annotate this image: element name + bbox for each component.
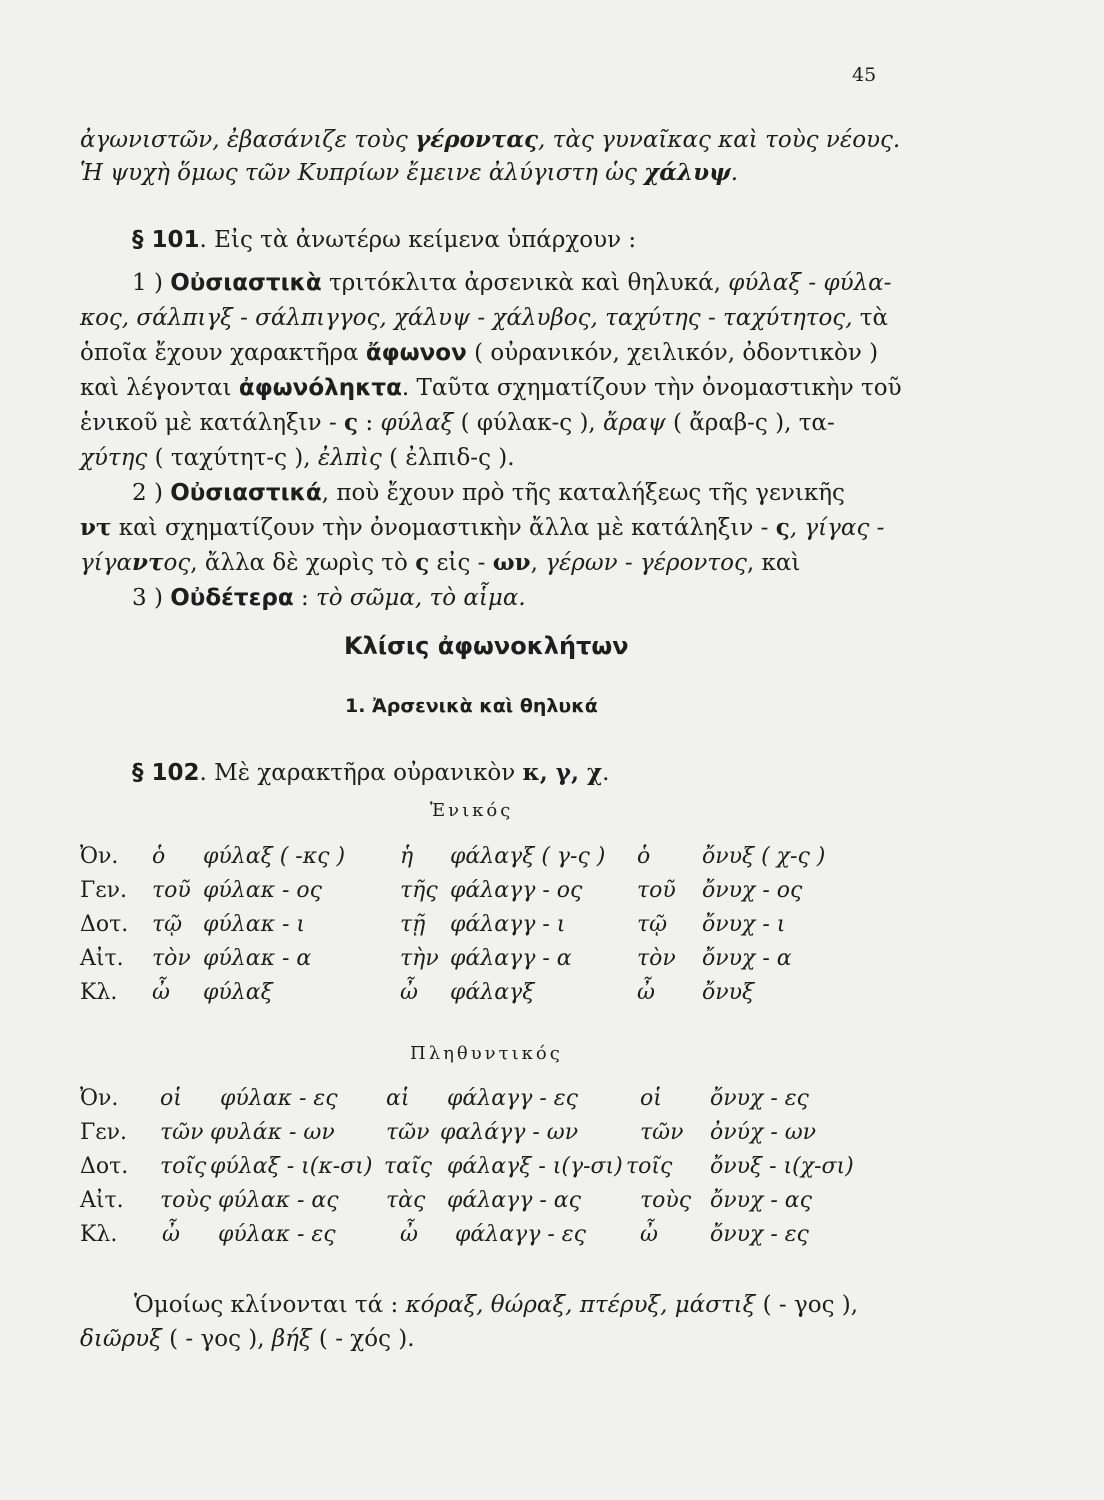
article: τοῦ xyxy=(637,878,676,903)
text-span: καὶ σχηματίζουν τὴν ὀνομαστικὴν ἄλλα μὲ κατάληξιν - xyxy=(111,515,776,541)
section-number: § 101 xyxy=(132,227,200,253)
noun-form: ὄνυξ - ι(χ-σι) xyxy=(710,1154,854,1179)
bold-term: ς xyxy=(415,549,430,576)
article: οἱ xyxy=(640,1086,662,1111)
section-title: Κλίσις ἀφωνοκλήτων xyxy=(344,632,629,660)
noun-form: ὄνυχ - ες xyxy=(710,1086,809,1111)
text-span: ( - γος ), xyxy=(161,1326,272,1352)
bold-term: Οὐσιαστικὰ xyxy=(170,270,322,296)
article: ὦ xyxy=(152,980,170,1005)
text-span: κόραξ, θώραξ, πτέρυξ, μάστιξ xyxy=(405,1292,756,1318)
article: τοῦ xyxy=(152,878,191,903)
article: τῷ xyxy=(152,912,183,937)
bold-term: ἄφωνον xyxy=(365,340,467,366)
noun-form: φύλαξ - ι(κ-σι) xyxy=(210,1154,373,1179)
article: τοὺς xyxy=(640,1188,692,1213)
text-line-6 xyxy=(80,373,902,403)
article: τὴν xyxy=(400,946,439,971)
text-line-1 xyxy=(80,125,900,155)
noun-form: φύλακ - ες xyxy=(220,1086,338,1111)
text-span: καὶ λέγονται xyxy=(80,375,239,401)
text-span: τὸ σῶμα, τὸ αἷμα. xyxy=(316,585,526,611)
case-name: Κλ. xyxy=(80,1222,118,1247)
text-span: , ἄλλα δὲ χωρὶς τὸ xyxy=(190,550,416,576)
article: τὸν xyxy=(152,946,191,971)
subsection-title: 1. Ἀρσενικὰ καὶ θηλυκά xyxy=(345,695,598,717)
singular-label: Ἑνικός xyxy=(430,800,514,821)
noun-form: ὄνυχ - ες xyxy=(710,1222,809,1247)
article: τῶν xyxy=(160,1120,204,1145)
article: τῇ xyxy=(400,912,426,937)
noun-form: φάλαγγ - α xyxy=(450,946,572,971)
case-name: Ὀν. xyxy=(80,844,119,869)
text-span: διῶρυξ xyxy=(80,1326,162,1352)
bold-term: ς xyxy=(775,514,790,541)
text-span: φύλαξ xyxy=(380,410,454,436)
text-span: βήξ xyxy=(271,1326,312,1352)
text-line-2 xyxy=(80,158,738,188)
text-span: : xyxy=(358,410,381,436)
section-102-heading xyxy=(132,758,609,788)
noun-form: ὄνυχ - ος xyxy=(702,878,803,903)
noun-form: ὄνυξ ( χ-ς ) xyxy=(702,844,826,869)
text-span: χύτης xyxy=(80,445,148,471)
article: ὦ xyxy=(400,1222,418,1247)
article: αἱ xyxy=(386,1086,410,1111)
text-span: ( ἄραβ-ς ), τα- xyxy=(665,410,835,436)
text-span: ἑνικοῦ μὲ κατάληξιν - xyxy=(80,410,345,436)
noun-form: φάλαγγ - ες xyxy=(455,1222,586,1247)
case-name: Δοτ. xyxy=(80,912,129,937)
article: τοῖς xyxy=(626,1154,673,1179)
noun-form: φάλαγγ - ος xyxy=(450,878,583,903)
article: ὁ xyxy=(152,844,166,869)
text-line-11 xyxy=(80,548,800,578)
article: τῷ xyxy=(637,912,668,937)
page-number: 45 xyxy=(852,64,877,86)
noun-form: φυλάκ - ων xyxy=(210,1120,335,1145)
article: ἡ xyxy=(400,844,414,869)
article: ὦ xyxy=(637,980,655,1005)
bold-term: ων xyxy=(492,549,531,576)
text-span: , γίγας - xyxy=(789,515,885,541)
text-span: ἐλπὶς xyxy=(317,445,382,471)
text-span: ( ἐλπιδ-ς ). xyxy=(381,445,515,471)
noun-form: φάλαγξ - ι(γ-σι) xyxy=(447,1154,623,1179)
article: τοῖς xyxy=(160,1154,207,1179)
text-span: , ποὺ ἔχουν πρὸ τῆς καταλήξεως τῆς γενικῆς xyxy=(321,480,845,506)
case-name: Αἰτ. xyxy=(80,946,124,971)
text-span: εἰς - xyxy=(429,550,493,576)
noun-form: ὄνυχ - ας xyxy=(710,1188,812,1213)
text-line-7 xyxy=(80,408,835,438)
text-span: γέρων - γέροντος xyxy=(545,550,747,576)
bold-term: Οὐσιαστικά xyxy=(170,480,322,506)
text-span: . Μὲ χαρακτῆρα οὐρανικὸν xyxy=(199,760,523,786)
noun-form: φύλαξ xyxy=(203,980,273,1005)
text-span: ( ταχύτητ-ς ), xyxy=(147,445,318,471)
text-span: 3 ) xyxy=(132,585,171,611)
text-span: , xyxy=(530,550,546,576)
text-span: . Εἰς τὰ ἀνωτέρω κείμενα ὑπάρχουν : xyxy=(199,227,637,253)
text-span: : xyxy=(293,585,317,611)
closing-line-2 xyxy=(80,1324,415,1354)
article: ὁ xyxy=(637,844,651,869)
text-span: Ὁμοίως κλίνονται τά : xyxy=(134,1292,406,1318)
article: τὸν xyxy=(637,946,676,971)
closing-line-1 xyxy=(134,1290,858,1320)
article: ὦ xyxy=(400,980,418,1005)
noun-form: ὄνυξ xyxy=(702,980,755,1005)
article: ταῖς xyxy=(384,1154,432,1179)
article: τῶν xyxy=(386,1120,430,1145)
text-span: ( - χός ). xyxy=(311,1326,415,1352)
text-line-9 xyxy=(132,478,845,508)
noun-form: ὄνυχ - ι xyxy=(702,912,786,937)
text-line-8 xyxy=(80,443,515,473)
article: ὦ xyxy=(640,1222,658,1247)
bold-term: ντ xyxy=(132,549,164,576)
text-span: . xyxy=(730,160,739,186)
article: τῆς xyxy=(400,878,438,903)
noun-form: φάλαγγ - ι xyxy=(450,912,566,937)
bold-term: ἀφωνόληκτα xyxy=(238,375,402,401)
section-number: § 102 xyxy=(132,760,200,786)
noun-form: φύλαξ ( -κς ) xyxy=(203,844,346,869)
case-name: Αἰτ. xyxy=(80,1188,124,1213)
noun-form: φαλάγγ - ων xyxy=(440,1120,579,1145)
text-span: , τὰς γυναῖκας καὶ τοὺς νέους. xyxy=(538,127,901,153)
text-span: ος xyxy=(163,550,191,576)
text-span: ( φύλακ-ς ), xyxy=(453,410,604,436)
text-span: ἀγωνιστῶν, ἐβασάνιζε τοὺς xyxy=(80,127,416,153)
article: τοὺς xyxy=(160,1188,212,1213)
noun-form: φύλακ - ας xyxy=(218,1188,339,1213)
text-span: τριτόκλιτα ἀρσενικὰ καὶ θηλυκά, xyxy=(321,270,729,296)
noun-form: φύλακ - ος xyxy=(203,878,322,903)
text-span: ( οὐρανικόν, χειλικόν, ὀδοντικὸν ) xyxy=(466,340,879,366)
noun-form: φάλαγγ - ες xyxy=(447,1086,578,1111)
noun-form: φύλακ - ες xyxy=(218,1222,336,1247)
text-line-12 xyxy=(132,583,526,613)
text-span: φύλαξ - φύλα- xyxy=(728,270,892,296)
case-name: Γεν. xyxy=(80,1120,128,1145)
article: ὦ xyxy=(162,1222,180,1247)
article: οἱ xyxy=(160,1086,182,1111)
bold-term: κ, γ, χ xyxy=(522,759,603,786)
bold-term: ντ xyxy=(80,514,112,541)
case-name: Ὀν. xyxy=(80,1086,119,1111)
text-line-3 xyxy=(132,268,891,298)
bold-term: χάλυψ xyxy=(644,159,731,186)
text-span: . xyxy=(602,760,610,786)
noun-form: φύλακ - α xyxy=(203,946,312,971)
text-span: , καὶ xyxy=(746,550,801,576)
text-span: γίγα xyxy=(80,550,133,576)
text-span: ἄραψ xyxy=(603,410,666,436)
text-span: Ἡ ψυχὴ ὅμως τῶν Κυπρίων ἔμεινε ἀλύγιστη ὡς xyxy=(80,160,645,186)
plural-label: Πληθυντικός xyxy=(410,1043,563,1064)
article: τὰς xyxy=(386,1188,426,1213)
noun-form: φάλαγγ - ας xyxy=(447,1188,581,1213)
text-span: τὰ xyxy=(852,305,889,331)
text-span: ὁποῖα ἔχουν χαρακτῆρα xyxy=(80,340,366,366)
bold-term: Οὐδέτερα xyxy=(170,585,294,611)
noun-form: φάλαγξ xyxy=(450,980,535,1005)
noun-form: φύλακ - ι xyxy=(203,912,306,937)
text-span: . Ταῦτα σχηματίζουν τὴν ὀνομαστικὴν τοῦ xyxy=(401,375,902,401)
text-span: ( - γος ), xyxy=(755,1292,859,1318)
bold-term: ς xyxy=(344,409,359,436)
text-line-4 xyxy=(80,303,888,333)
text-line-5 xyxy=(80,338,878,368)
case-name: Δοτ. xyxy=(80,1154,129,1179)
text-span: 1 ) xyxy=(132,270,171,296)
case-name: Γεν. xyxy=(80,878,128,903)
noun-form: ὀνύχ - ων xyxy=(710,1120,817,1145)
case-name: Κλ. xyxy=(80,980,118,1005)
section-101-heading xyxy=(132,225,636,255)
text-span: κος, σάλπιγξ - σάλπιγγος, χάλυψ - χάλυβος, ταχύτης - ταχύτητος, xyxy=(80,305,853,331)
noun-form: ὄνυχ - α xyxy=(702,946,792,971)
text-line-10 xyxy=(80,513,884,543)
noun-form: φάλαγξ ( γ-ς ) xyxy=(450,844,606,869)
text-span: 2 ) xyxy=(132,480,171,506)
bold-term: γέροντας xyxy=(415,126,539,153)
article: τῶν xyxy=(640,1120,684,1145)
